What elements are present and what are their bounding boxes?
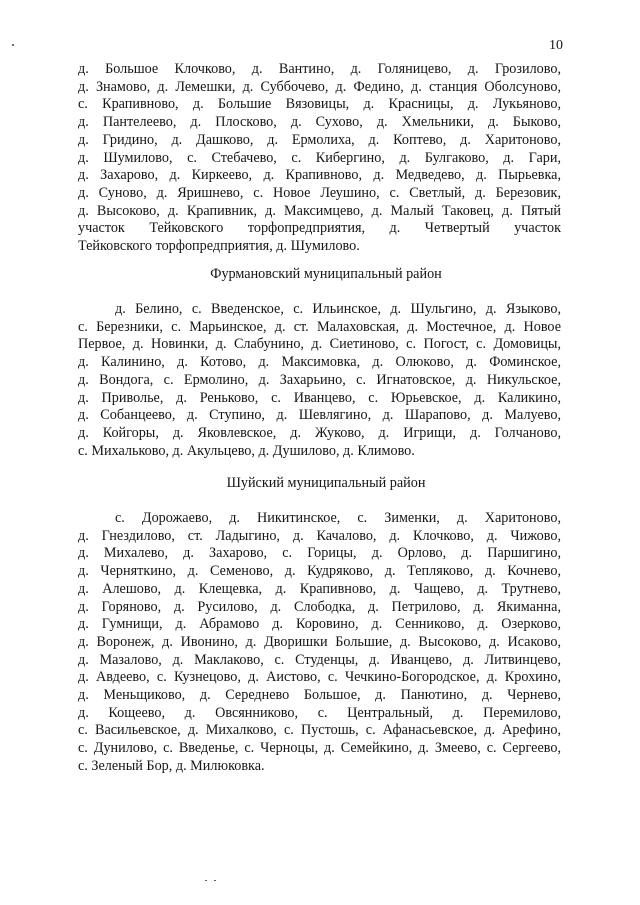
- section-0-line: д. Пантелеево, д. Плосково, д. Сухово, д. Хмельники, д. Быково,: [78, 114, 561, 131]
- section-2-line: д. Гумнищи, д. Абрамово д. Коровино, д. Сенниково, д. Озерково,: [78, 616, 561, 633]
- section-2-line: д. Меньщиково, д. Середнево Большое, д. Панютино, д. Чернево,: [78, 687, 561, 704]
- section-2-line: д. Кощеево, д. Овсянниково, с. Центральный, д. Перемилово,: [78, 704, 561, 721]
- section-1-line: Первое, д. Новинки, д. Слабунино, д. Сиетиново, с. Погост, с. Домовицы,: [78, 336, 561, 353]
- scan-speck: [205, 880, 207, 881]
- scan-speck: [12, 44, 14, 46]
- section-2-line: д. Воронеж, д. Ивонино, д. Дворишки Большие, д. Высоково, д. Исаково,: [78, 633, 561, 650]
- section-1-line: д. Приволье, д. Реньково, с. Иванцево, с. Юрьевское, д. Каликино,: [78, 389, 561, 406]
- section-2-line: с. Дорожаево, д. Никитинское, с. Зименки, д. Харитоново,: [115, 510, 561, 526]
- section-2-line: с. Васильевское, д. Михалково, с. Пустошь, с. Афанасьевское, д. Арефино,: [78, 722, 561, 739]
- section-0-line: д. Захарово, д. Киркеево, д. Крапивново, д. Медведево, д. Пырьевка,: [78, 167, 561, 184]
- section-1-line: д. Собанцеево, д. Ступино, д. Шевлягино, д. Шарапово, д. Малуево,: [78, 407, 561, 424]
- section-2-line: д. Авдеево, с. Кузнецово, д. Аистово, с. Чечкино-Богородское, д. Крохино,: [78, 669, 561, 686]
- section-0-paragraph: [78, 61, 561, 256]
- section-2-line: с. Зеленый Бор, д. Милюковка.: [78, 757, 265, 774]
- section-1-line: д. Койгоры, д. Яковлевское, д. Жуково, д. Игрищи, д. Голчаново,: [78, 424, 561, 441]
- section-2-line: д. Мазалово, д. Маклаково, с. Студенцы, д. Иванцево, д. Литвинцево,: [78, 651, 561, 668]
- section-1-line: д. Белино, с. Введенское, с. Ильинское, д. Шульгино, д. Языково,: [115, 301, 561, 317]
- section-1-line: д. Калинино, д. Котово, д. Максимовка, д. Олюково, д. Фоминское,: [78, 354, 561, 371]
- section-2-line: с. Дунилово, с. Введенье, с. Черноцы, д. Семейкино, д. Змеево, с. Сергеево,: [78, 740, 561, 757]
- section-2-title: Шуйский муниципальный район: [226, 475, 426, 491]
- section-2-line: д. Гнездилово, ст. Ладыгино, д. Качалово, д. Клочково, д. Чижово,: [78, 527, 561, 544]
- section-0-line: д. Суново, д. Яришнево, с. Новое Леушино, с. Светлый, д. Березовик,: [78, 184, 561, 201]
- section-0-line: Тейковского торфопредприятия, д. Шумилово.: [78, 238, 360, 255]
- section-2-paragraph: [78, 510, 561, 776]
- scan-speck: [214, 880, 216, 881]
- section-1-title: Фурмановский муниципальный район: [210, 266, 442, 282]
- section-0-line: д. Шумилово, с. Стебачево, с. Кибергино, д. Булгаково, д. Гари,: [78, 149, 561, 166]
- section-0-line: д. Большое Клочково, д. Вантино, д. Голяницево, д. Грозилово,: [78, 61, 561, 77]
- section-0-line: д. Высоково, д. Крапивник, д. Максимцево, д. Малый Таковец, д. Пятый: [78, 202, 561, 219]
- page-number: 10: [549, 38, 563, 53]
- section-2-line: д. Михалево, д. Захарово, с. Горицы, д. Орлово, д. Паршигино,: [78, 545, 561, 562]
- section-0-line: участок Тейковского торфопредприятия, д. Четвертый участок: [78, 220, 561, 237]
- section-2-line: д. Алешово, д. Клещевка, д. Крапивново, д. Чащево, д. Трутнево,: [78, 580, 561, 597]
- section-0-line: с. Крапивново, д. Большие Вязовицы, д. Красницы, д. Лукьяново,: [78, 96, 561, 113]
- section-1-line: с. Михальково, д. Акульцево, д. Душилово, д. Климово.: [78, 442, 415, 459]
- section-1-line: с. Березники, с. Марьинское, д. ст. Малаховская, д. Мостечное, д. Новое: [78, 318, 561, 335]
- section-0-line: д. Знамово, д. Лемешки, д. Суббочево, д. Федино, д. станция Оболсуново,: [78, 78, 561, 95]
- section-2-line: д. Черняткино, д. Семеново, д. Кудряково, д. Тепляково, д. Кочнево,: [78, 563, 561, 580]
- section-1-line: д. Вондога, с. Ермолино, д. Захарьино, с. Игнатовское, д. Никульское,: [78, 371, 561, 388]
- section-0-line: д. Гридино, д. Дашково, д. Ермолиха, д. Коптево, д. Харитоново,: [78, 131, 561, 148]
- section-2-line: д. Горяново, д. Русилово, д. Слободка, д. Петрилово, д. Якиманна,: [78, 598, 561, 615]
- section-1-paragraph: [78, 301, 561, 460]
